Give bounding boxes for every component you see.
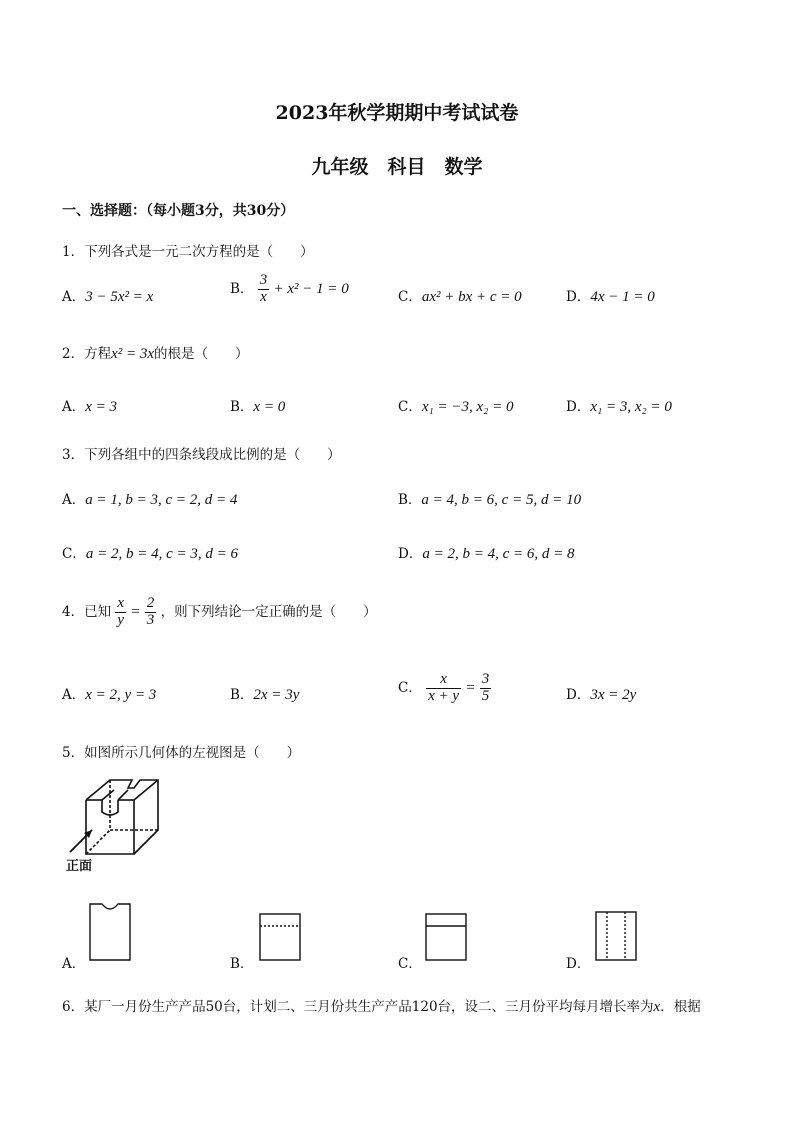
option-label: B． (230, 399, 254, 415)
option-label: D． (398, 546, 423, 562)
math-variable: x (653, 999, 661, 1015)
math-expression: + x² − 1 = 0 (273, 280, 349, 297)
stem-text: 的根是（ ） (154, 346, 249, 362)
option-label: A． (62, 289, 86, 305)
fraction (145, 596, 157, 629)
fraction (258, 273, 270, 306)
option-label: A． (62, 492, 86, 508)
option-label: C． (398, 679, 422, 696)
q3-option-c (62, 542, 238, 563)
numerator: x (426, 672, 461, 689)
numerator: 2 (146, 595, 155, 611)
q3-option-d (398, 542, 574, 563)
q2-option-b (230, 395, 285, 416)
math-expression: x₁ = 3, x₂ = 0 (590, 399, 672, 415)
stem-text: ，则下列结论一定正确的是（ ） (160, 603, 377, 620)
math-expression: x₁ = −3, x₂ = 0 (421, 399, 514, 415)
math-expression: a = 1, b = 3, c = 2, d = 4 (85, 492, 238, 508)
q2-option-a (62, 395, 117, 416)
q4-option-d (566, 683, 636, 704)
equals-sign: = (130, 603, 141, 620)
q5-option-d-view (594, 910, 638, 962)
fraction (426, 672, 461, 705)
section-heading: 一、选择题：（每小题3分，共30分） (62, 203, 295, 219)
math-expression: 2x = 3y (253, 687, 300, 703)
option-label: A． (62, 687, 86, 703)
numerator: 3 (481, 671, 490, 687)
exam-subtitle: 九年级 科目 数学 (311, 156, 483, 178)
math-expression: x = 2, y = 3 (85, 687, 157, 703)
q2-option-d (566, 395, 672, 416)
q1-option-b (230, 273, 349, 306)
q5-option-a-label: A． (62, 956, 86, 972)
stem-text: 2．方程 (62, 346, 112, 362)
q5-option-b-view (258, 912, 302, 962)
stem-text: 6．某厂一月份生产产品50台，计划二、三月份共生产产品120台，设二、三月份平均每月增长率为 (62, 999, 654, 1015)
front-label: 正面 (66, 859, 93, 874)
q1-option-a (62, 285, 153, 306)
option-label: B． (398, 492, 422, 508)
question-1-stem: 1．下列各式是一元二次方程的是（ ） (62, 244, 314, 260)
denominator: x (260, 288, 267, 305)
math-expression: 3x = 2y (590, 687, 637, 703)
equals-sign: = (465, 679, 476, 696)
option-label: C． (398, 289, 422, 305)
option-label: B． (230, 280, 254, 297)
q5-option-a-view (88, 902, 132, 962)
q4-option-b (230, 683, 299, 704)
question-5-stem: 5．如图所示几何体的左视图是（ ） (62, 745, 301, 761)
math-expression: x² = 3x (111, 346, 155, 362)
option-label: C． (62, 546, 86, 562)
math-expression: x = 3 (85, 399, 118, 415)
question-2-stem (62, 342, 249, 363)
question-4-stem (62, 596, 377, 629)
option-label: A． (62, 399, 86, 415)
q5-option-c-view (424, 912, 468, 962)
math-expression: a = 4, b = 6, c = 5, d = 10 (421, 492, 582, 508)
math-expression: 3 − 5x² = x (85, 289, 154, 305)
q3-option-b (398, 488, 581, 509)
q2-option-c (398, 395, 513, 416)
q4-option-a (62, 683, 156, 704)
option-label: D． (566, 289, 591, 305)
math-expression: a = 2, b = 4, c = 3, d = 6 (85, 546, 238, 562)
option-label: C． (398, 399, 422, 415)
fraction (480, 672, 492, 705)
q1-option-d (566, 285, 655, 306)
math-expression: 4x − 1 = 0 (590, 289, 655, 305)
option-label: D． (566, 687, 591, 703)
denominator: x + y (428, 687, 460, 704)
q4-option-c (398, 672, 491, 705)
q3-option-a (62, 488, 237, 509)
question-3-stem: 3．下列各组中的四条线段成比例的是（ ） (62, 447, 341, 463)
numerator: x (117, 595, 125, 611)
q1-option-c (398, 285, 522, 306)
q5-option-d-label: D． (566, 956, 591, 972)
stem-text: ．根据 (660, 999, 701, 1015)
option-label: B． (230, 687, 254, 703)
denominator: y (117, 611, 125, 628)
denominator: 5 (481, 687, 490, 704)
stem-text: 4．已知 (62, 603, 112, 620)
question-6-stem (62, 995, 701, 1016)
exam-title: 2023年秋学期期中考试试卷 (275, 102, 519, 124)
denominator: 3 (146, 611, 155, 628)
math-expression: x = 0 (253, 399, 286, 415)
math-expression: ax² + bx + c = 0 (421, 289, 522, 305)
option-label: D． (566, 399, 591, 415)
fraction (115, 596, 126, 629)
math-expression: a = 2, b = 4, c = 6, d = 8 (422, 546, 575, 562)
numerator: 3 (259, 272, 268, 288)
q5-option-c-label: C． (398, 956, 422, 972)
q5-option-b-label: B． (230, 956, 254, 972)
